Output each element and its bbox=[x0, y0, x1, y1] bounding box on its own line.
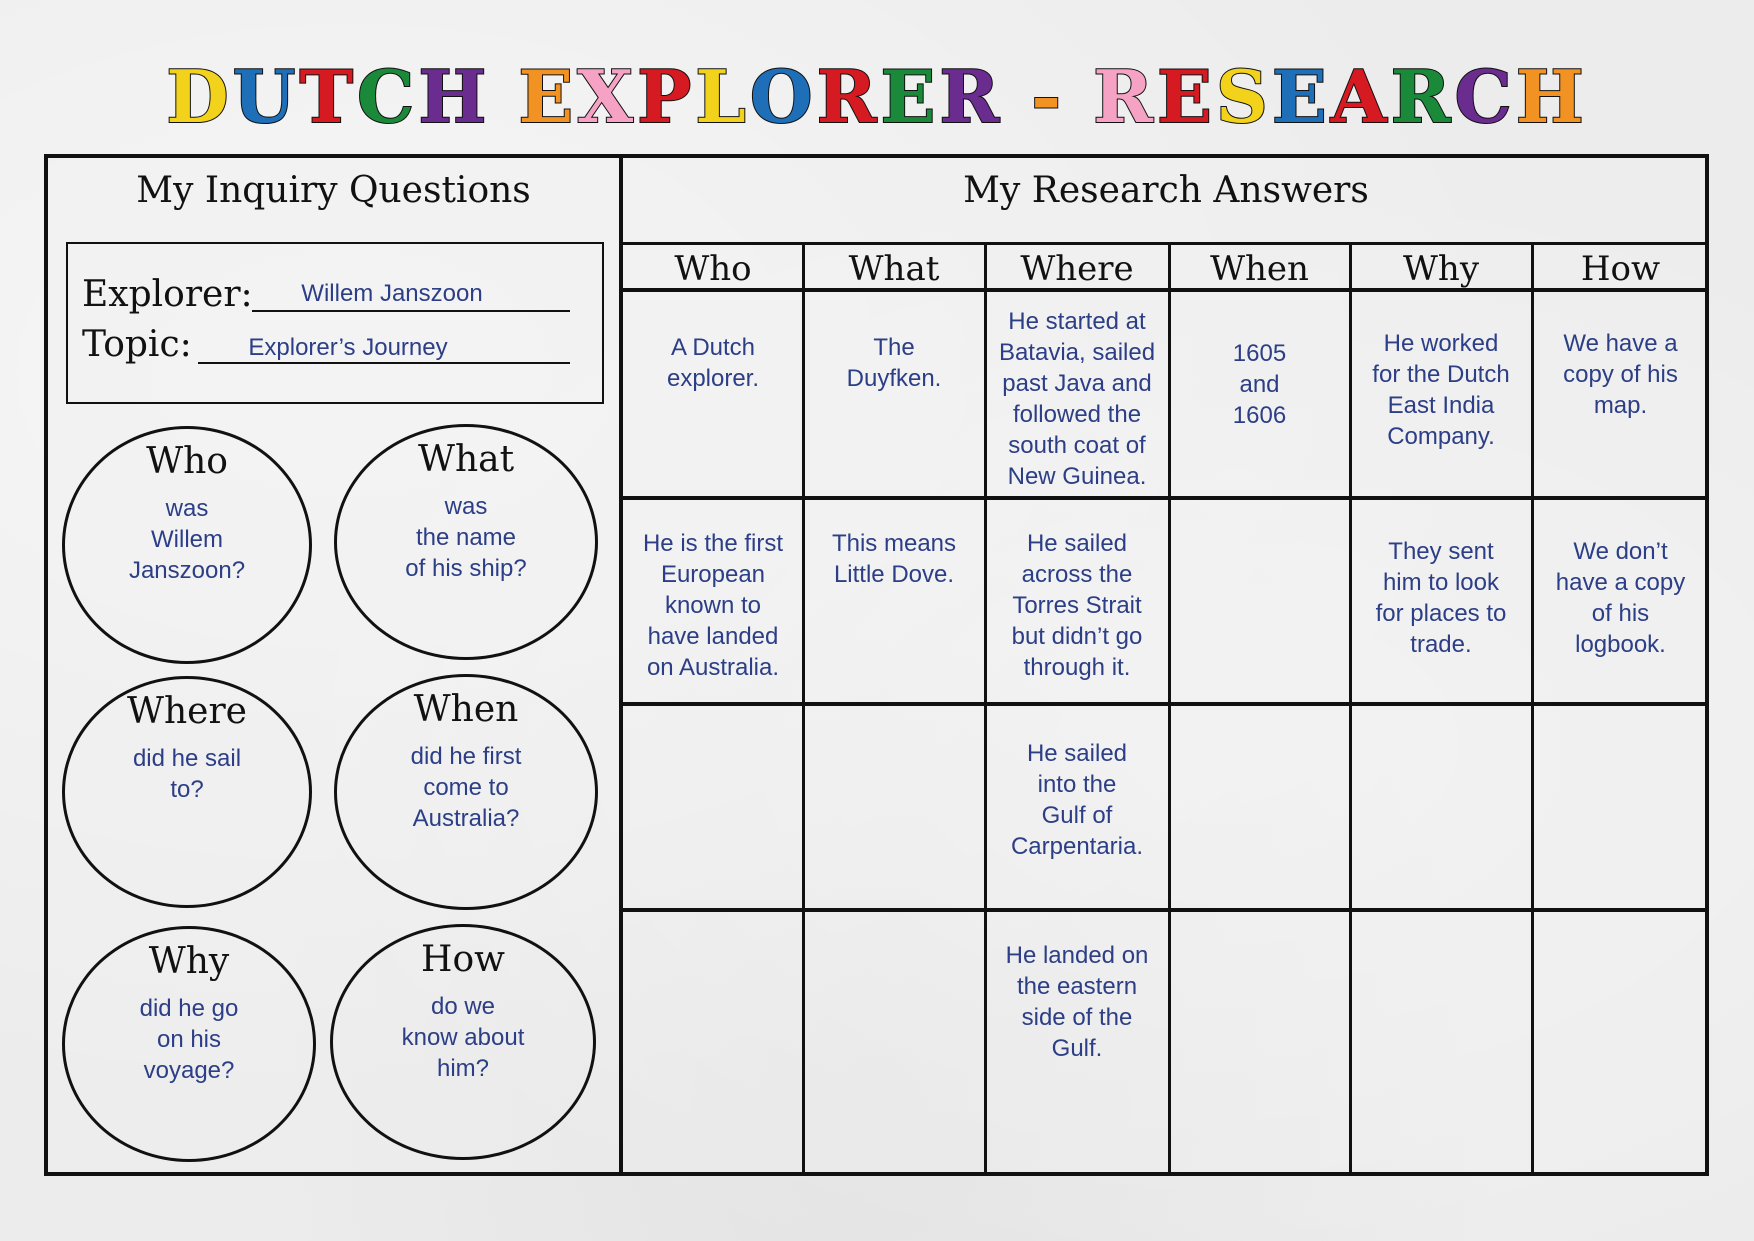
circle-question: was Willem Janszoon? bbox=[128, 495, 246, 584]
cell-text: We have a copy of his map. bbox=[1563, 330, 1678, 419]
topic-label: Topic: bbox=[82, 324, 192, 365]
circle-question: did he go on his voyage? bbox=[139, 995, 239, 1084]
table-cell bbox=[985, 294, 1169, 496]
question-circle-when bbox=[334, 674, 598, 910]
circle-title: When bbox=[413, 689, 519, 730]
cell-text: They sent him to look for places to trade. bbox=[1375, 538, 1507, 658]
column-header-when: When bbox=[1210, 249, 1309, 289]
title-letter: S bbox=[1215, 54, 1272, 139]
table-cell bbox=[623, 502, 803, 702]
table-cell bbox=[623, 914, 803, 1170]
column-header-why: Why bbox=[1402, 249, 1480, 289]
title-letter: H bbox=[1515, 54, 1588, 139]
table-cell bbox=[985, 708, 1169, 908]
title-letter: T bbox=[299, 54, 358, 139]
table-cell bbox=[803, 914, 985, 1170]
question-circle-what bbox=[334, 424, 598, 660]
table-cell bbox=[1169, 502, 1350, 702]
title-letter: - bbox=[1031, 54, 1066, 139]
table-cell bbox=[623, 708, 803, 908]
table-cell bbox=[1350, 708, 1532, 908]
title-letter: E bbox=[1156, 54, 1216, 139]
circle-title: What bbox=[417, 439, 515, 480]
cell-text: He started at Batavia, sailed past Java and followed the south coat of New Guinea. bbox=[998, 308, 1156, 490]
title-letter: P bbox=[637, 54, 696, 139]
cell-text: 1605 and 1606 bbox=[1232, 340, 1287, 429]
page-title bbox=[0, 52, 1754, 142]
table-cell bbox=[1350, 914, 1532, 1170]
title-letter: R bbox=[939, 54, 1004, 139]
inquiry-heading: My Inquiry Questions bbox=[136, 170, 531, 211]
title-letter: E bbox=[518, 54, 578, 139]
table-cell bbox=[803, 294, 985, 496]
worksheet bbox=[44, 154, 1709, 1176]
column-header-where: Where bbox=[1020, 249, 1134, 289]
table-row-line bbox=[623, 702, 1709, 706]
title-letter: U bbox=[232, 54, 300, 139]
cell-text: He is the first European known to have landed on Australia. bbox=[642, 530, 784, 681]
table-cell bbox=[985, 502, 1169, 702]
cell-text: He worked for the Dutch East India Company. bbox=[1372, 330, 1510, 450]
table-cell bbox=[1169, 294, 1350, 496]
explorer-label: Explorer: bbox=[82, 274, 253, 315]
question-circle-who bbox=[62, 426, 312, 664]
table-cell bbox=[623, 294, 803, 496]
title-letter: R bbox=[1093, 54, 1157, 139]
column-header-what: What bbox=[848, 249, 940, 289]
title-letter: D bbox=[166, 54, 233, 139]
question-circle-where bbox=[62, 676, 312, 908]
column-header-how: How bbox=[1580, 249, 1661, 289]
circle-question: did he sail to? bbox=[132, 745, 242, 803]
circle-title: Why bbox=[148, 941, 230, 982]
table-cell bbox=[1169, 708, 1350, 908]
question-circle-how bbox=[330, 924, 596, 1160]
topic-line bbox=[198, 362, 570, 364]
circle-question: was the name of his ship? bbox=[405, 493, 527, 582]
table-row-line bbox=[623, 496, 1709, 500]
title-letter: O bbox=[749, 54, 817, 139]
cell-text: He landed on the eastern side of the Gulf. bbox=[1005, 942, 1149, 1062]
table-cell bbox=[1532, 502, 1709, 702]
title-letter: L bbox=[695, 54, 750, 139]
table-cell bbox=[1532, 708, 1709, 908]
table-row-line bbox=[623, 908, 1709, 912]
cell-text: A Dutch explorer. bbox=[666, 334, 760, 392]
table-cell bbox=[1350, 502, 1532, 702]
title-letter: E bbox=[1271, 54, 1331, 139]
column-header-who: Who bbox=[674, 249, 752, 289]
cell-text: He sailed into the Gulf of Carpentaria. bbox=[1010, 740, 1144, 860]
circle-title: Who bbox=[146, 441, 228, 482]
question-circle-why bbox=[62, 926, 316, 1162]
circle-question: do we know about him? bbox=[401, 993, 525, 1082]
title-letter: C bbox=[357, 54, 419, 139]
topic-value: Explorer’s Journey bbox=[248, 334, 448, 361]
explorer-value: Willem Janszoon bbox=[301, 280, 483, 307]
title-letter: C bbox=[1454, 54, 1516, 139]
circle-question: did he first come to Australia? bbox=[410, 743, 522, 832]
title-letter: X bbox=[577, 54, 638, 139]
table-top-line bbox=[623, 242, 1709, 245]
title-letter: R bbox=[1390, 54, 1455, 139]
table-cell bbox=[985, 914, 1169, 1170]
table-cell bbox=[803, 708, 985, 908]
title-letter: R bbox=[816, 54, 881, 139]
cell-text: This means Little Dove. bbox=[831, 530, 957, 588]
table-cell bbox=[1532, 294, 1709, 496]
table-cell bbox=[1169, 914, 1350, 1170]
table-cell bbox=[803, 502, 985, 702]
explorer-topic-box bbox=[66, 242, 604, 404]
title-letter: A bbox=[1330, 54, 1391, 139]
table-cell bbox=[1532, 914, 1709, 1170]
cell-text: We don’t have a copy of his logbook. bbox=[1555, 538, 1686, 658]
explorer-line bbox=[252, 310, 570, 312]
circle-title: Where bbox=[126, 691, 247, 732]
title-letter: E bbox=[880, 54, 940, 139]
cell-text: He sailed across the Torres Strait but didn’t go through it. bbox=[1011, 530, 1143, 681]
cell-text: The Duyfken. bbox=[846, 334, 942, 392]
answers-heading: My Research Answers bbox=[963, 170, 1369, 211]
table-cell bbox=[1350, 294, 1532, 496]
circle-title: How bbox=[421, 939, 505, 980]
title-letter: H bbox=[418, 54, 491, 139]
